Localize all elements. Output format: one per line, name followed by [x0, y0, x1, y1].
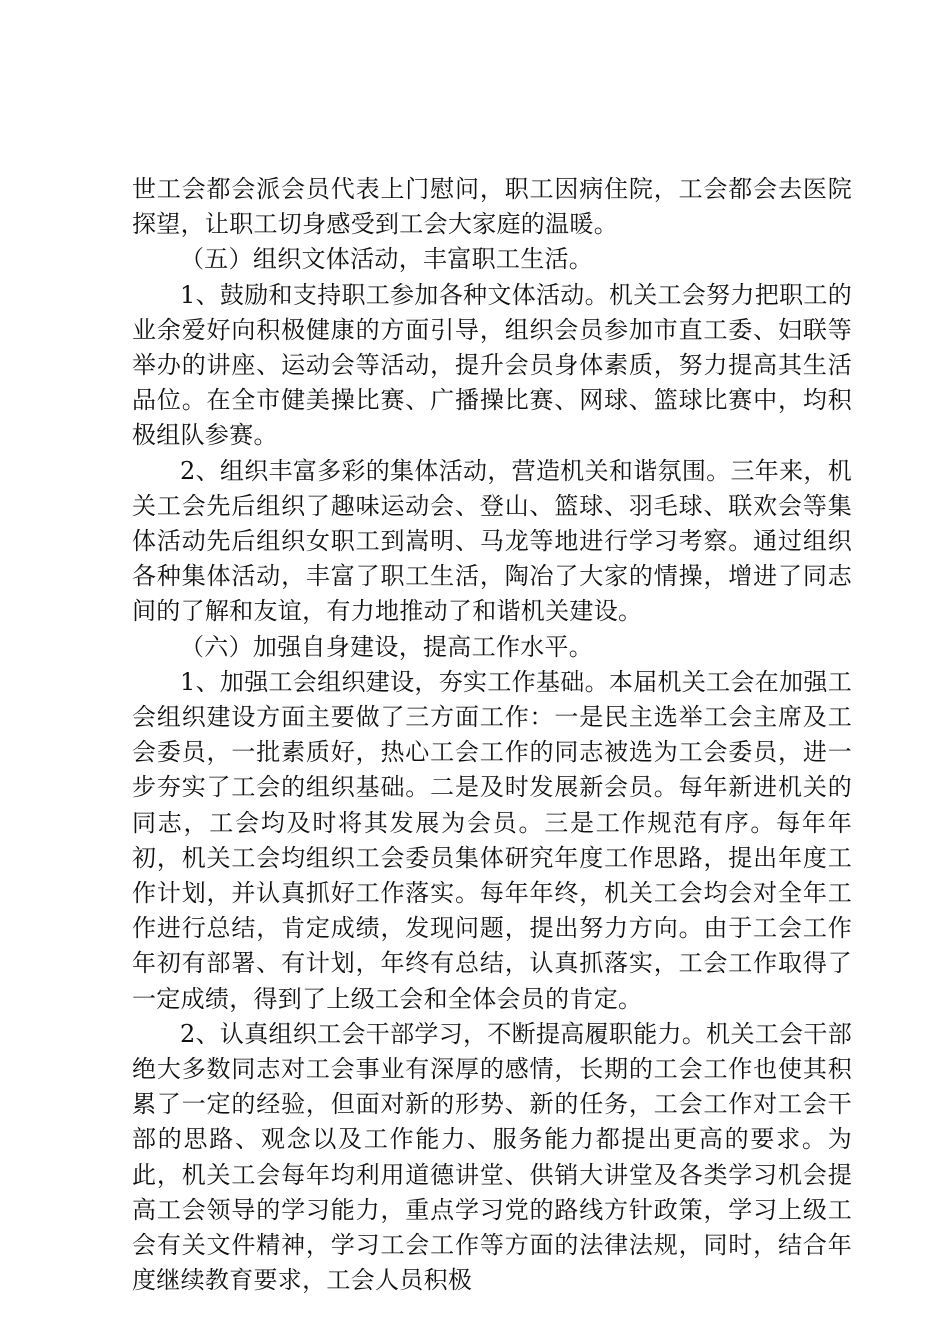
section-heading-six: （六）加强自身建设，提高工作水平。 — [180, 632, 594, 661]
paragraph-encourage-activities: 1、鼓励和支持职工参加各种文体活动。机关工会努力把职工的业余爱好向积极健康的方面引导，组织会员参加市直工委、妇联等举办的讲座、运动会等活动，提升会员身体素质，努力提高其生活品位。在全市健美操比赛、广播操比赛、网球、篮球比赛中，均积极组队参赛。 — [132, 280, 852, 450]
section-heading-five: （五）组织文体活动，丰富职工生活。 — [180, 245, 594, 274]
paragraph-cadre-study: 2、认真组织工会干部学习，不断提高履职能力。机关工会干部绝大多数同志对工会事业有深厚的感情，长期的工会工作也使其积累了一定的经验，但面对新的形势、新的任务，工会工作对工会干部的思路、观念以及工作能力、服务能力都提出更高的要求。为此，机关工会每年均利用道德讲堂、供销大讲堂及各类学习机会提高工会领导的学习能力，重点学习党的路线方针政策，学习上级工会有关文件精神，学习工会工作等方面的法律法规，同时，结合年度继续教育要求，工会人员积极 — [132, 1019, 852, 1295]
paragraph-continuation: 世工会都会派会员代表上门慰问，职工因病住院，工会都会去医院探望，让职工切身感受到工会大家庭的温暖。 — [132, 175, 852, 239]
document-body — [132, 172, 852, 1299]
paragraph-organization-building: 1、加强工会组织建设，夯实工作基础。本届机关工会在加强工会组织建设方面主要做了三方面工作：一是民主选举工会主席及工会委员，一批素质好，热心工会工作的同志被选为工会委员，进一步夯实了工会的组织基础。二是及时发展新会员。每年新进机关的同志，工会均及时将其发展为会员。三是工作规范有序。每年年初，机关工会均组织工会委员集体研究年度工作思路，提出年度工作计划，并认真抓好工作落实。每年年终，机关工会均会对全年工作进行总结，肯定成绩，发现问题，提出努力方向。由于工会工作年初有部署、有计划，年终有总结，认真抓落实，工会工作取得了一定成绩，得到了上级工会和全体会员的肯定。 — [132, 667, 852, 1013]
paragraph-group-activities: 2、组织丰富多彩的集体活动，营造机关和谐氛围。三年来，机关工会先后组织了趣味运动会、登山、篮球、羽毛球、联欢会等集体活动先后组织女职工到嵩明、马龙等地进行学习考察。通过组织各种集体活动，丰富了职工生活，陶冶了大家的情操，增进了同志间的了解和友谊，有力地推动了和谐机关建设。 — [132, 456, 852, 626]
